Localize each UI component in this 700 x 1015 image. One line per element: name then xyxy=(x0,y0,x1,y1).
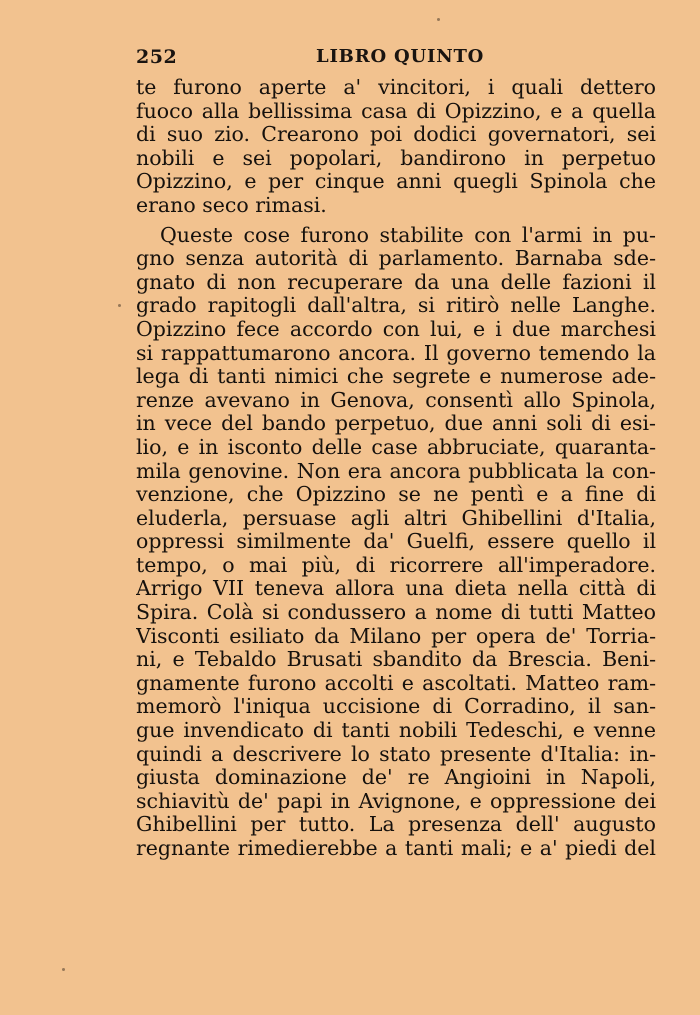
text-line: oppressi similmente da' Guelfi, essere quello il xyxy=(136,530,656,554)
text-line: lega di tanti nimici che segrete e numerose ade- xyxy=(136,365,656,389)
text-line: te furono aperte a' vincitori, i quali dettero xyxy=(136,76,656,99)
text-line: Ghibellini per tutto. La presenza dell' augusto xyxy=(136,813,656,837)
text-line: grado rapitogli dall'altra, si ritirò nelle Langhe. xyxy=(136,294,656,318)
text-line: gnamente furono accolti e ascoltati. Matteo ram- xyxy=(136,671,656,695)
text-line: Arrigo VII teneva allora una dieta nella città di xyxy=(136,577,656,601)
text-line: gnato di non recuperare da una delle fazioni il xyxy=(136,270,656,294)
text-line: di suo zio. Crearono poi dodici governatori, sei xyxy=(136,123,656,147)
paper-speck xyxy=(118,304,121,307)
text-line: Opizzino, e per cinque anni quegli Spinola che xyxy=(136,170,656,194)
text-line: memorò l'iniqua uccisione di Corradino, il san- xyxy=(136,695,656,719)
text-line: Queste cose furono stabilite con l'armi in pu- xyxy=(160,223,656,247)
text-line: ni, e Tebaldo Brusati sbandito da Brescia. Beni- xyxy=(136,648,656,672)
text-line: fuoco alla bellissima casa di Opizzino, e a quella xyxy=(136,99,656,123)
text-line: gue invendicato di tanti nobili Tedeschi, e venne xyxy=(136,719,656,743)
text-line: regnante rimedierebbe a tanti mali; e a' piedi del xyxy=(136,837,656,860)
text-line: renze avevano in Genova, consentì allo Spinola, xyxy=(136,388,656,412)
text-line: venzione, che Opizzino se ne pentì e a fine di xyxy=(136,483,656,507)
text-line: quindi a descrivere lo stato presente d'Italia: in- xyxy=(136,742,656,766)
text-line: eluderla, persuase agli altri Ghibellini d'Italia, xyxy=(136,506,656,530)
paper-speck xyxy=(437,18,440,21)
body-text xyxy=(136,76,656,861)
text-line: mila genovine. Non era ancora pubblicata la con- xyxy=(136,459,656,483)
text-line: si rappattumarono ancora. Il governo temendo la xyxy=(136,341,656,365)
text-line: tempo, o mai più, di ricorrere all'imperadore. xyxy=(136,553,656,577)
page-number: 252 xyxy=(136,46,178,68)
paragraph-2 xyxy=(136,224,656,861)
running-title: LIBRO QUINTO xyxy=(316,46,485,67)
paper-speck xyxy=(62,968,65,971)
text-line: lio, e in isconto delle case abbruciate, quaranta- xyxy=(136,435,656,459)
paragraph-1 xyxy=(136,76,656,218)
page-header xyxy=(136,46,656,72)
text-line: Visconti esiliato da Milano per opera de' Torria- xyxy=(136,624,656,648)
text-line: nobili e sei popolari, bandirono in perpetuo xyxy=(136,146,656,170)
text-line: schiavitù de' papi in Avignone, e oppressione dei xyxy=(136,789,656,813)
text-line: gno senza autorità di parlamento. Barnaba sde- xyxy=(136,247,656,271)
text-line: Opizzino fece accordo con lui, e i due marchesi xyxy=(136,317,656,341)
text-line: erano seco rimasi. xyxy=(136,193,327,217)
text-line: in vece del bando perpetuo, due anni soli di esi- xyxy=(136,412,656,436)
text-line: Spira. Colà si condussero a nome di tutti Matteo xyxy=(136,601,656,625)
text-line: giusta dominazione de' re Angioini in Napoli, xyxy=(136,766,656,790)
